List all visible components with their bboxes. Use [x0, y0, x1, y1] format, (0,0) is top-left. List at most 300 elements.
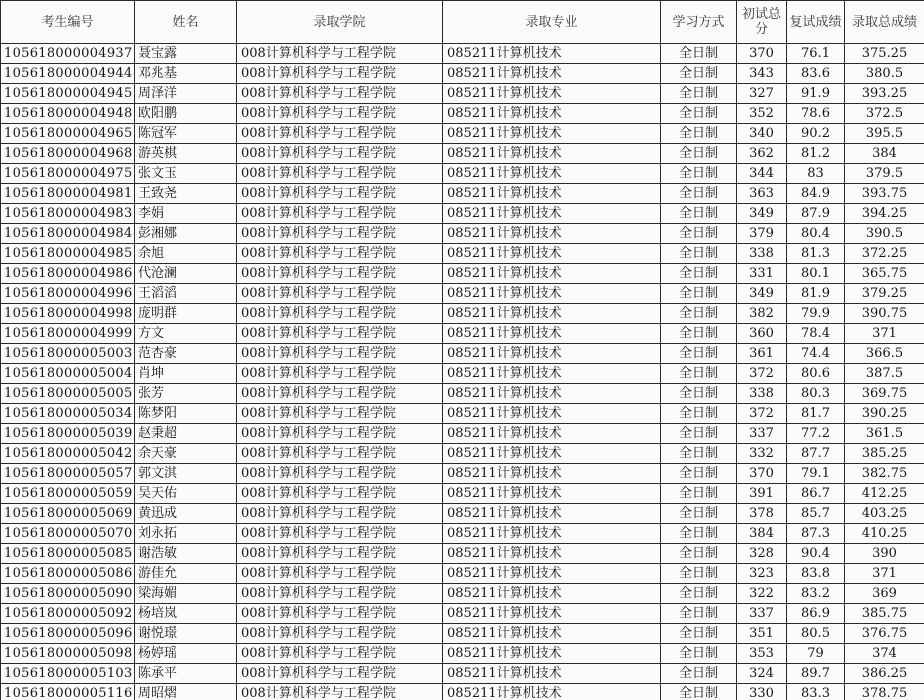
- name-cell: 赵秉超: [135, 424, 237, 444]
- college-cell: 008计算机科学与工程学院: [237, 564, 443, 584]
- candidate-id-cell: 105618000004998: [1, 304, 135, 324]
- final-score-cell: 382.75: [845, 464, 924, 484]
- candidate-id-cell: 105618000005116: [1, 684, 135, 700]
- final-score-cell: 393.75: [845, 184, 924, 204]
- initial-score-cell: 344: [737, 164, 787, 184]
- header-initial-score: 初试总分: [737, 1, 787, 44]
- candidate-id-cell: 105618000004986: [1, 264, 135, 284]
- retest-score-cell: 86.7: [787, 484, 845, 504]
- college-cell: 008计算机科学与工程学院: [237, 244, 443, 264]
- initial-score-cell: 349: [737, 284, 787, 304]
- retest-score-cell: 81.3: [787, 244, 845, 264]
- major-cell: 085211计算机技术: [443, 124, 661, 144]
- study-mode-cell: 全日制: [661, 564, 737, 584]
- header-college: 录取学院: [237, 1, 443, 44]
- header-candidate-id: 考生编号: [1, 1, 135, 44]
- name-cell: 谢悦璟: [135, 624, 237, 644]
- study-mode-cell: 全日制: [661, 244, 737, 264]
- initial-score-cell: 322: [737, 584, 787, 604]
- table-row: [1, 484, 924, 504]
- header-row: [1, 1, 924, 44]
- retest-score-cell: 79.9: [787, 304, 845, 324]
- retest-score-cell: 80.5: [787, 624, 845, 644]
- final-score-cell: 395.5: [845, 124, 924, 144]
- retest-score-cell: 79: [787, 644, 845, 664]
- name-cell: 郭文淇: [135, 464, 237, 484]
- retest-score-cell: 83.6: [787, 64, 845, 84]
- candidate-id-cell: 105618000005092: [1, 604, 135, 624]
- study-mode-cell: 全日制: [661, 204, 737, 224]
- major-cell: 085211计算机技术: [443, 624, 661, 644]
- candidate-id-cell: 105618000005042: [1, 444, 135, 464]
- study-mode-cell: 全日制: [661, 144, 737, 164]
- name-cell: 方文: [135, 324, 237, 344]
- retest-score-cell: 80.3: [787, 384, 845, 404]
- study-mode-cell: 全日制: [661, 624, 737, 644]
- initial-score-cell: 337: [737, 604, 787, 624]
- college-cell: 008计算机科学与工程学院: [237, 464, 443, 484]
- candidate-id-cell: 105618000004985: [1, 244, 135, 264]
- initial-score-cell: 363: [737, 184, 787, 204]
- study-mode-cell: 全日制: [661, 404, 737, 424]
- candidate-id-cell: 105618000005098: [1, 644, 135, 664]
- table-row: [1, 364, 924, 384]
- table-row: [1, 164, 924, 184]
- candidate-id-cell: 105618000004981: [1, 184, 135, 204]
- candidate-id-cell: 105618000004944: [1, 64, 135, 84]
- major-cell: 085211计算机技术: [443, 524, 661, 544]
- initial-score-cell: 327: [737, 84, 787, 104]
- major-cell: 085211计算机技术: [443, 184, 661, 204]
- major-cell: 085211计算机技术: [443, 324, 661, 344]
- major-cell: 085211计算机技术: [443, 684, 661, 700]
- college-cell: 008计算机科学与工程学院: [237, 504, 443, 524]
- candidate-id-cell: 105618000005003: [1, 344, 135, 364]
- table-row: [1, 544, 924, 564]
- table-row: [1, 264, 924, 284]
- study-mode-cell: 全日制: [661, 424, 737, 444]
- name-cell: 陈冠军: [135, 124, 237, 144]
- final-score-cell: 371: [845, 324, 924, 344]
- name-cell: 余旭: [135, 244, 237, 264]
- initial-score-cell: 370: [737, 44, 787, 64]
- initial-score-cell: 349: [737, 204, 787, 224]
- initial-score-cell: 337: [737, 424, 787, 444]
- study-mode-cell: 全日制: [661, 384, 737, 404]
- college-cell: 008计算机科学与工程学院: [237, 344, 443, 364]
- college-cell: 008计算机科学与工程学院: [237, 144, 443, 164]
- initial-score-cell: 340: [737, 124, 787, 144]
- initial-score-cell: 378: [737, 504, 787, 524]
- candidate-id-cell: 105618000004996: [1, 284, 135, 304]
- candidate-id-cell: 105618000004965: [1, 124, 135, 144]
- initial-score-cell: 330: [737, 684, 787, 700]
- initial-score-cell: 324: [737, 664, 787, 684]
- college-cell: 008计算机科学与工程学院: [237, 284, 443, 304]
- college-cell: 008计算机科学与工程学院: [237, 484, 443, 504]
- college-cell: 008计算机科学与工程学院: [237, 584, 443, 604]
- college-cell: 008计算机科学与工程学院: [237, 104, 443, 124]
- study-mode-cell: 全日制: [661, 464, 737, 484]
- study-mode-cell: 全日制: [661, 84, 737, 104]
- final-score-cell: 369: [845, 584, 924, 604]
- college-cell: 008计算机科学与工程学院: [237, 364, 443, 384]
- retest-score-cell: 74.4: [787, 344, 845, 364]
- college-cell: 008计算机科学与工程学院: [237, 64, 443, 84]
- retest-score-cell: 77.2: [787, 424, 845, 444]
- retest-score-cell: 90.4: [787, 544, 845, 564]
- table-row: [1, 304, 924, 324]
- study-mode-cell: 全日制: [661, 264, 737, 284]
- study-mode-cell: 全日制: [661, 524, 737, 544]
- final-score-cell: 376.75: [845, 624, 924, 644]
- college-cell: 008计算机科学与工程学院: [237, 404, 443, 424]
- final-score-cell: 390.25: [845, 404, 924, 424]
- major-cell: 085211计算机技术: [443, 284, 661, 304]
- final-score-cell: 390: [845, 544, 924, 564]
- name-cell: 张文玉: [135, 164, 237, 184]
- major-cell: 085211计算机技术: [443, 404, 661, 424]
- initial-score-cell: 353: [737, 644, 787, 664]
- major-cell: 085211计算机技术: [443, 584, 661, 604]
- final-score-cell: 390.75: [845, 304, 924, 324]
- retest-score-cell: 76.1: [787, 44, 845, 64]
- table-row: [1, 244, 924, 264]
- final-score-cell: 412.25: [845, 484, 924, 504]
- candidate-id-cell: 105618000004948: [1, 104, 135, 124]
- name-cell: 刘永拓: [135, 524, 237, 544]
- study-mode-cell: 全日制: [661, 284, 737, 304]
- final-score-cell: 393.25: [845, 84, 924, 104]
- table-row: [1, 584, 924, 604]
- table-row: [1, 424, 924, 444]
- candidate-id-cell: 105618000005004: [1, 364, 135, 384]
- name-cell: 肖坤: [135, 364, 237, 384]
- retest-score-cell: 85.7: [787, 504, 845, 524]
- retest-score-cell: 78.6: [787, 104, 845, 124]
- table-row: [1, 644, 924, 664]
- major-cell: 085211计算机技术: [443, 204, 661, 224]
- name-cell: 庞明群: [135, 304, 237, 324]
- header-retest-score: 复试成绩: [787, 1, 845, 44]
- college-cell: 008计算机科学与工程学院: [237, 544, 443, 564]
- table-body: [1, 44, 924, 700]
- college-cell: 008计算机科学与工程学院: [237, 324, 443, 344]
- final-score-cell: 372.5: [845, 104, 924, 124]
- name-cell: 游佳允: [135, 564, 237, 584]
- candidate-id-cell: 105618000005034: [1, 404, 135, 424]
- table-row: [1, 144, 924, 164]
- retest-score-cell: 86.9: [787, 604, 845, 624]
- college-cell: 008计算机科学与工程学院: [237, 664, 443, 684]
- final-score-cell: 410.25: [845, 524, 924, 544]
- retest-score-cell: 83.2: [787, 584, 845, 604]
- major-cell: 085211计算机技术: [443, 444, 661, 464]
- final-score-cell: 385.25: [845, 444, 924, 464]
- study-mode-cell: 全日制: [661, 604, 737, 624]
- initial-score-cell: 372: [737, 404, 787, 424]
- candidate-id-cell: 105618000005096: [1, 624, 135, 644]
- header-name: 姓名: [135, 1, 237, 44]
- major-cell: 085211计算机技术: [443, 384, 661, 404]
- table-row: [1, 124, 924, 144]
- candidate-id-cell: 105618000004983: [1, 204, 135, 224]
- major-cell: 085211计算机技术: [443, 504, 661, 524]
- study-mode-cell: 全日制: [661, 64, 737, 84]
- retest-score-cell: 81.2: [787, 144, 845, 164]
- final-score-cell: 384: [845, 144, 924, 164]
- study-mode-cell: 全日制: [661, 184, 737, 204]
- final-score-cell: 385.75: [845, 604, 924, 624]
- candidate-id-cell: 105618000005103: [1, 664, 135, 684]
- table-row: [1, 44, 924, 64]
- initial-score-cell: 384: [737, 524, 787, 544]
- college-cell: 008计算机科学与工程学院: [237, 264, 443, 284]
- initial-score-cell: 370: [737, 464, 787, 484]
- initial-score-cell: 361: [737, 344, 787, 364]
- header-final-score: 录取总成绩: [845, 1, 924, 44]
- final-score-cell: 366.5: [845, 344, 924, 364]
- major-cell: 085211计算机技术: [443, 564, 661, 584]
- table-row: [1, 604, 924, 624]
- name-cell: 周昭熠: [135, 684, 237, 700]
- name-cell: 谢浩敏: [135, 544, 237, 564]
- candidate-id-cell: 105618000005085: [1, 544, 135, 564]
- table-row: [1, 564, 924, 584]
- study-mode-cell: 全日制: [661, 304, 737, 324]
- final-score-cell: 374: [845, 644, 924, 664]
- major-cell: 085211计算机技术: [443, 104, 661, 124]
- table-row: [1, 504, 924, 524]
- study-mode-cell: 全日制: [661, 344, 737, 364]
- name-cell: 杨婷瑶: [135, 644, 237, 664]
- retest-score-cell: 79.1: [787, 464, 845, 484]
- college-cell: 008计算机科学与工程学院: [237, 184, 443, 204]
- table-row: [1, 84, 924, 104]
- initial-score-cell: 379: [737, 224, 787, 244]
- name-cell: 陈梦阳: [135, 404, 237, 424]
- retest-score-cell: 87.9: [787, 204, 845, 224]
- initial-score-cell: 338: [737, 244, 787, 264]
- final-score-cell: 372.25: [845, 244, 924, 264]
- name-cell: 王致尧: [135, 184, 237, 204]
- study-mode-cell: 全日制: [661, 444, 737, 464]
- final-score-cell: 379.5: [845, 164, 924, 184]
- name-cell: 彭湘娜: [135, 224, 237, 244]
- final-score-cell: 365.75: [845, 264, 924, 284]
- table-row: [1, 524, 924, 544]
- college-cell: 008计算机科学与工程学院: [237, 204, 443, 224]
- college-cell: 008计算机科学与工程学院: [237, 624, 443, 644]
- name-cell: 陈承平: [135, 664, 237, 684]
- table-row: [1, 284, 924, 304]
- study-mode-cell: 全日制: [661, 124, 737, 144]
- major-cell: 085211计算机技术: [443, 604, 661, 624]
- study-mode-cell: 全日制: [661, 324, 737, 344]
- name-cell: 聂宝露: [135, 44, 237, 64]
- college-cell: 008计算机科学与工程学院: [237, 424, 443, 444]
- initial-score-cell: 323: [737, 564, 787, 584]
- retest-score-cell: 84.9: [787, 184, 845, 204]
- initial-score-cell: 351: [737, 624, 787, 644]
- name-cell: 周泽洋: [135, 84, 237, 104]
- college-cell: 008计算机科学与工程学院: [237, 304, 443, 324]
- table-header: [1, 1, 924, 44]
- name-cell: 游英棋: [135, 144, 237, 164]
- candidate-id-cell: 105618000005070: [1, 524, 135, 544]
- initial-score-cell: 343: [737, 64, 787, 84]
- retest-score-cell: 83: [787, 164, 845, 184]
- candidate-id-cell: 105618000004945: [1, 84, 135, 104]
- candidate-id-cell: 105618000004968: [1, 144, 135, 164]
- major-cell: 085211计算机技术: [443, 44, 661, 64]
- candidate-id-cell: 105618000005039: [1, 424, 135, 444]
- major-cell: 085211计算机技术: [443, 344, 661, 364]
- final-score-cell: 371: [845, 564, 924, 584]
- retest-score-cell: 78.4: [787, 324, 845, 344]
- final-score-cell: 380.5: [845, 64, 924, 84]
- major-cell: 085211计算机技术: [443, 244, 661, 264]
- college-cell: 008计算机科学与工程学院: [237, 384, 443, 404]
- final-score-cell: 387.5: [845, 364, 924, 384]
- candidate-id-cell: 105618000004937: [1, 44, 135, 64]
- initial-score-cell: 338: [737, 384, 787, 404]
- study-mode-cell: 全日制: [661, 224, 737, 244]
- initial-score-cell: 391: [737, 484, 787, 504]
- initial-score-cell: 372: [737, 364, 787, 384]
- name-cell: 范杏豪: [135, 344, 237, 364]
- initial-score-cell: 382: [737, 304, 787, 324]
- major-cell: 085211计算机技术: [443, 144, 661, 164]
- table-row: [1, 464, 924, 484]
- major-cell: 085211计算机技术: [443, 64, 661, 84]
- candidate-id-cell: 105618000005005: [1, 384, 135, 404]
- header-major: 录取专业: [443, 1, 661, 44]
- initial-score-cell: 360: [737, 324, 787, 344]
- study-mode-cell: 全日制: [661, 504, 737, 524]
- major-cell: 085211计算机技术: [443, 84, 661, 104]
- name-cell: 黄迅成: [135, 504, 237, 524]
- table-row: [1, 344, 924, 364]
- candidate-id-cell: 105618000004999: [1, 324, 135, 344]
- college-cell: 008计算机科学与工程学院: [237, 444, 443, 464]
- study-mode-cell: 全日制: [661, 544, 737, 564]
- college-cell: 008计算机科学与工程学院: [237, 164, 443, 184]
- final-score-cell: 375.25: [845, 44, 924, 64]
- name-cell: 张芳: [135, 384, 237, 404]
- major-cell: 085211计算机技术: [443, 544, 661, 564]
- table-row: [1, 224, 924, 244]
- study-mode-cell: 全日制: [661, 584, 737, 604]
- name-cell: 邓兆基: [135, 64, 237, 84]
- table-row: [1, 624, 924, 644]
- candidate-id-cell: 105618000005090: [1, 584, 135, 604]
- major-cell: 085211计算机技术: [443, 464, 661, 484]
- college-cell: 008计算机科学与工程学院: [237, 224, 443, 244]
- retest-score-cell: 87.3: [787, 524, 845, 544]
- retest-score-cell: 83.8: [787, 564, 845, 584]
- final-score-cell: 379.25: [845, 284, 924, 304]
- header-study-mode: 学习方式: [661, 1, 737, 44]
- major-cell: 085211计算机技术: [443, 364, 661, 384]
- name-cell: 余天豪: [135, 444, 237, 464]
- candidate-id-cell: 105618000004975: [1, 164, 135, 184]
- major-cell: 085211计算机技术: [443, 664, 661, 684]
- table-row: [1, 684, 924, 700]
- retest-score-cell: 83.3: [787, 684, 845, 700]
- study-mode-cell: 全日制: [661, 364, 737, 384]
- candidate-id-cell: 105618000005069: [1, 504, 135, 524]
- major-cell: 085211计算机技术: [443, 224, 661, 244]
- name-cell: 欧阳鹏: [135, 104, 237, 124]
- retest-score-cell: 81.9: [787, 284, 845, 304]
- table-row: [1, 324, 924, 344]
- major-cell: 085211计算机技术: [443, 424, 661, 444]
- college-cell: 008计算机科学与工程学院: [237, 44, 443, 64]
- table-row: [1, 104, 924, 124]
- candidate-id-cell: 105618000004984: [1, 224, 135, 244]
- table-row: [1, 404, 924, 424]
- final-score-cell: 386.25: [845, 664, 924, 684]
- retest-score-cell: 91.9: [787, 84, 845, 104]
- table-row: [1, 64, 924, 84]
- major-cell: 085211计算机技术: [443, 264, 661, 284]
- college-cell: 008计算机科学与工程学院: [237, 684, 443, 700]
- name-cell: 梁海媚: [135, 584, 237, 604]
- initial-score-cell: 352: [737, 104, 787, 124]
- study-mode-cell: 全日制: [661, 664, 737, 684]
- name-cell: 李娟: [135, 204, 237, 224]
- retest-score-cell: 90.2: [787, 124, 845, 144]
- retest-score-cell: 80.4: [787, 224, 845, 244]
- college-cell: 008计算机科学与工程学院: [237, 524, 443, 544]
- initial-score-cell: 331: [737, 264, 787, 284]
- college-cell: 008计算机科学与工程学院: [237, 644, 443, 664]
- major-cell: 085211计算机技术: [443, 484, 661, 504]
- candidate-id-cell: 105618000005059: [1, 484, 135, 504]
- study-mode-cell: 全日制: [661, 484, 737, 504]
- retest-score-cell: 80.1: [787, 264, 845, 284]
- study-mode-cell: 全日制: [661, 644, 737, 664]
- initial-score-cell: 332: [737, 444, 787, 464]
- major-cell: 085211计算机技术: [443, 304, 661, 324]
- table-row: [1, 664, 924, 684]
- college-cell: 008计算机科学与工程学院: [237, 604, 443, 624]
- study-mode-cell: 全日制: [661, 104, 737, 124]
- major-cell: 085211计算机技术: [443, 164, 661, 184]
- final-score-cell: 378.75: [845, 684, 924, 700]
- final-score-cell: 390.5: [845, 224, 924, 244]
- retest-score-cell: 89.7: [787, 664, 845, 684]
- retest-score-cell: 81.7: [787, 404, 845, 424]
- name-cell: 王滔滔: [135, 284, 237, 304]
- table-row: [1, 384, 924, 404]
- college-cell: 008计算机科学与工程学院: [237, 124, 443, 144]
- initial-score-cell: 362: [737, 144, 787, 164]
- candidate-id-cell: 105618000005057: [1, 464, 135, 484]
- study-mode-cell: 全日制: [661, 684, 737, 700]
- study-mode-cell: 全日制: [661, 44, 737, 64]
- final-score-cell: 403.25: [845, 504, 924, 524]
- table-row: [1, 184, 924, 204]
- college-cell: 008计算机科学与工程学院: [237, 84, 443, 104]
- table-row: [1, 444, 924, 464]
- final-score-cell: 361.5: [845, 424, 924, 444]
- initial-score-cell: 328: [737, 544, 787, 564]
- major-cell: 085211计算机技术: [443, 644, 661, 664]
- retest-score-cell: 87.7: [787, 444, 845, 464]
- retest-score-cell: 80.6: [787, 364, 845, 384]
